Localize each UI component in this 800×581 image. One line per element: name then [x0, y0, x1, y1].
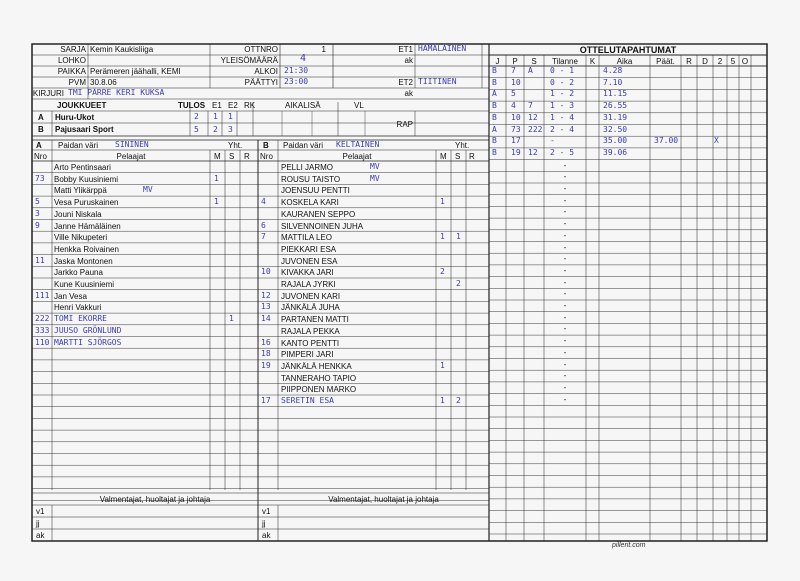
event-empty-dash: - [563, 265, 567, 275]
team-b-player-name: JUVONEN ESA [281, 256, 338, 266]
team-a-official-row: v1 [36, 507, 45, 516]
paikka-value: Perämeren jäähalli, KEMI [90, 67, 181, 76]
team-b-official-row: v1 [262, 507, 271, 516]
team-a-player-nro: 11 [35, 255, 45, 265]
event-team: B [492, 101, 497, 111]
events-col-header: 5 [730, 57, 736, 66]
team-a-player-name: Ville Nikupeteri [54, 233, 108, 243]
lohko-label: LOHKO [57, 56, 86, 65]
event-empty-dash: - [563, 336, 567, 346]
event-empty-dash: - [563, 312, 567, 322]
team-a-player-name: JUUSO GRÖNLUND [54, 325, 122, 335]
joukkueet-label: JOUKKUEET [57, 101, 107, 110]
events-title: OTTELUTAPAHTUMAT [579, 45, 677, 55]
team-b-r-header: R [469, 152, 475, 161]
events-col-header: K [589, 57, 596, 66]
team-a-e1: 1 [213, 112, 218, 121]
watermark: pillerit.com [612, 542, 646, 549]
team-a-tulos: 2 [194, 112, 199, 121]
team-a-s-header: S [229, 152, 235, 161]
et2-ak-label: ak [404, 89, 413, 98]
team-a-player-nro: 333 [35, 325, 50, 335]
team-a-officials-label: Valmentajat, huoltajat ja johtaja [99, 495, 211, 504]
team-a-r-header: R [244, 152, 250, 161]
team-a-player-name: Jaska Montonen [54, 256, 113, 266]
aikalisa-label: AIKALISÄ [285, 101, 321, 110]
event-scorer: 19 [511, 147, 521, 157]
event-empty-dash: - [563, 382, 567, 392]
team-a-player-nro: 9 [35, 220, 40, 230]
team-b-player-nro: 4 [261, 197, 266, 207]
team-b-s-header: S [455, 152, 461, 161]
event-empty-dash: - [563, 195, 567, 205]
team-a-player-tag: MV [143, 185, 153, 195]
event-scorer: 17 [511, 136, 521, 146]
ottnro-value: 1 [321, 45, 326, 54]
team-b-player-s: 1 [456, 232, 461, 242]
team-b-player-name: JÄNKÄLÄ JUHA [281, 303, 340, 313]
event-score: 0 - 2 [550, 77, 575, 87]
event-score: 2 - 4 [550, 124, 575, 134]
et1-label: ET1 [398, 45, 413, 54]
event-empty-dash: - [563, 324, 567, 334]
team-a-player-name: Jouni Niskala [54, 209, 102, 219]
event-time: 35.00 [603, 136, 628, 146]
team-b-player-nro: 14 [261, 314, 271, 324]
event-empty-dash: - [563, 254, 567, 264]
team-b-player-name: ROUSU TAISTO [281, 174, 341, 184]
team-b-player-name: KIVAKKA JARI [281, 268, 334, 278]
team-b-player-nro: 12 [261, 290, 271, 300]
event-score: 1 - 3 [550, 101, 575, 111]
team-a-player-name: TOMI EKORRE [54, 314, 107, 324]
events-col-header: J [495, 57, 500, 66]
event-assist: 12 [528, 147, 538, 157]
rap-label: RAP [396, 120, 413, 129]
event-penalty-end: 37.00 [654, 136, 679, 146]
event-team: B [492, 136, 497, 146]
team-b-nro-header: Nro [260, 152, 273, 161]
team-a-player-name: Henri Vakkuri [54, 303, 102, 313]
event-time: 4.28 [603, 66, 623, 75]
team-b-color-label: Paidan väri [283, 141, 324, 150]
team-b-player-nro: 6 [261, 220, 266, 230]
team-b-official-row: ak [262, 531, 271, 540]
team-b-player-m: 2 [440, 267, 445, 277]
team-b-e2: 3 [228, 125, 233, 134]
event-empty-dash: - [563, 277, 567, 287]
team-b-player-nro: 17 [261, 396, 271, 405]
events-col-header: Tilanne [552, 57, 578, 66]
team-b-m-header: M [440, 152, 447, 161]
event-empty-dash: - [563, 359, 567, 369]
team-b-player-name: RAJALA PEKKA [281, 326, 340, 336]
team-b-player-m: 1 [440, 360, 445, 370]
event-penalty-d: X [714, 136, 719, 146]
team-b-player-name: PIIPPONEN MARKO [281, 385, 357, 395]
et2-value: TIITINEN [418, 77, 457, 86]
team-b-player-name: PIMPERI JARI [281, 350, 334, 360]
sheet-border [32, 44, 767, 541]
sarja-value: Kemin Kaukisliiga [90, 45, 154, 54]
team-b-player-nro: 16 [261, 337, 271, 347]
team-a-yht-label: Yht. [228, 141, 243, 150]
team-b-letter: B [38, 125, 44, 134]
team-b-name: Pajusaari Sport [55, 125, 114, 134]
team-a-player-m: 1 [214, 173, 219, 183]
event-empty-dash: - [563, 207, 567, 217]
team-a-player-name: Bobby Kuusiniemi [54, 174, 119, 184]
team-a-pelaajat-header: Pelaajat [116, 152, 146, 161]
events-col-header: P [512, 57, 518, 66]
events-col-header: Päät. [656, 57, 675, 66]
team-b-player-nro: 13 [261, 302, 271, 312]
team-a-official-row: ak [36, 531, 45, 540]
alkoi-value: 21:30 [284, 66, 309, 75]
team-a-color-label: Paidan väri [58, 141, 99, 150]
event-time: 11.15 [603, 89, 628, 99]
team-a-player-name: Jarkko Pauna [54, 268, 103, 278]
et1-value: HÄMÄLÄINEN [418, 44, 467, 53]
team-a-player-nro: 111 [35, 290, 50, 300]
event-empty-dash: - [563, 301, 567, 310]
event-empty-dash: - [563, 230, 567, 240]
team-b-color: KELTAINEN [336, 140, 380, 149]
event-time: 7.10 [603, 77, 623, 87]
team-a-m-header: M [214, 152, 221, 161]
kirjuri-label: KIRJURI [32, 89, 64, 98]
event-empty-dash: - [563, 219, 567, 229]
team-b-color-letter: B [263, 141, 269, 150]
team-b-player-name: KANTO PENTTI [281, 338, 340, 348]
team-b-officials-label: Valmentajat, huoltajat ja johtaja [328, 495, 439, 504]
team-a-player-name: Matti Ylikärppä [54, 186, 107, 196]
event-empty-dash: - [563, 160, 567, 170]
team-b-player-name: JUVONEN KARI [281, 291, 341, 301]
event-empty-dash: - [563, 371, 567, 381]
team-a-player-name: Henkka Roivainen [54, 244, 119, 254]
events-col-header: O [741, 57, 749, 66]
team-a-player-nro: 5 [35, 197, 40, 207]
team-b-player-tag: MV [370, 173, 380, 183]
paattyi-label: PÄÄTTYI [244, 78, 278, 87]
ottnro-label: OTTNRO [244, 45, 278, 54]
team-a-player-nro: 110 [35, 337, 50, 347]
team-b-player-name: PIEKKARI ESA [281, 244, 337, 254]
team-b-player-name: KAURANEN SEPPO [281, 209, 356, 219]
event-score: - [550, 136, 555, 146]
event-empty-dash: - [563, 347, 567, 357]
event-scorer: 10 [511, 77, 521, 87]
team-a-player-m: 1 [214, 197, 219, 207]
team-a-player-name: Janne Hämäläinen [54, 221, 121, 231]
team-b-official-row: jj [262, 519, 266, 528]
team-b-player-name: RAJALA JYRKI [281, 280, 336, 289]
team-a-player-name: Jan Vesa [54, 291, 87, 301]
events-col-header: D [702, 57, 708, 66]
vl-label: VL [354, 101, 364, 110]
event-scorer: 7 [511, 66, 516, 75]
event-score: 1 - 4 [550, 112, 575, 122]
event-assist: A [528, 66, 533, 75]
event-scorer: 10 [511, 112, 521, 122]
team-b-player-nro: 7 [261, 232, 266, 242]
team-b-yht-label: Yht. [455, 141, 470, 150]
et1-ak-label: ak [404, 56, 413, 65]
team-a-player-name: Vesa Puruskainen [54, 198, 119, 208]
events-col-header: S [531, 57, 537, 66]
team-a-color: SININEN [115, 140, 149, 149]
events-col-header: 2 [717, 57, 723, 66]
e2-label: E2 [228, 101, 238, 110]
paikka-label: PAIKKA [57, 67, 86, 76]
event-empty-dash: - [563, 289, 567, 299]
team-a-player-name: Kune Kuusiniemi [54, 280, 115, 289]
team-b-player-name: PELLI JARMO [281, 163, 334, 172]
sarja-label: SARJA [60, 45, 86, 54]
event-empty-dash: - [563, 184, 567, 193]
team-a-nro-header: Nro [34, 152, 47, 161]
team-a-player-s: 1 [229, 314, 234, 324]
event-scorer: 4 [511, 101, 516, 111]
team-b-player-nro: 19 [261, 360, 271, 370]
event-team: B [492, 66, 497, 75]
team-b-player-name: JÄNKÄLÄ HENKKA [281, 361, 352, 371]
event-time: 32.50 [603, 124, 628, 134]
event-assist: 222 [528, 124, 543, 134]
et2-label: ET2 [398, 78, 413, 87]
team-a-e2: 1 [228, 112, 233, 121]
alkoi-label: ALKOI [254, 67, 278, 76]
team-b-pelaajat-header: Pelaajat [342, 152, 372, 161]
yleisomaara-label: YLEISÖMÄÄRÄ [220, 56, 278, 65]
pvm-label: PVM [68, 78, 86, 87]
team-b-player-name: JOENSUU PENTTI [281, 186, 350, 196]
team-b-player-s: 2 [456, 279, 461, 288]
team-a-player-nro: 73 [35, 173, 45, 183]
team-a-official-row: jj [36, 519, 40, 528]
team-b-tulos: 5 [194, 125, 199, 134]
team-a-name: Huru-Ukot [55, 113, 95, 122]
team-a-player-name: Arto Pentinsaari [54, 163, 111, 172]
team-a-color-letter: A [36, 141, 42, 150]
team-a-letter: A [38, 113, 44, 122]
tulos-label: TULOS [178, 101, 206, 110]
team-b-player-name: MATTILA LEO [281, 233, 332, 243]
event-team: B [492, 147, 497, 157]
event-score: 1 - 2 [550, 89, 575, 99]
pvm-value: 30.8.06 [90, 78, 117, 87]
team-b-player-s: 2 [456, 396, 461, 405]
team-b-e1: 2 [213, 125, 218, 134]
event-time: 26.55 [603, 101, 628, 111]
event-empty-dash: - [563, 172, 567, 182]
paattyi-value: 23:00 [284, 77, 309, 86]
event-assist: 7 [528, 101, 533, 111]
e1-label: E1 [212, 101, 222, 110]
team-a-player-name: MARTTI SJÖRGOS [54, 337, 122, 347]
events-col-header: R [686, 57, 692, 66]
event-team: A [492, 89, 497, 99]
rk-label: RK [244, 101, 256, 110]
events-col-header: Aika [616, 57, 633, 66]
event-score: 0 - 1 [550, 66, 575, 75]
kirjuri-value: TMI PÄRRE KERI KUKSA [68, 88, 165, 97]
team-b-player-name: SILVENNOINEN JUHA [281, 221, 364, 231]
event-scorer: 5 [511, 89, 516, 99]
team-b-player-nro: 18 [261, 349, 271, 359]
yleisomaara-value: 4 [300, 53, 307, 64]
event-team: B [492, 112, 497, 122]
team-a-player-nro: 3 [35, 208, 40, 218]
team-b-player-m: 1 [440, 232, 445, 242]
team-b-player-name: TANNERAHO TAPIO [281, 373, 357, 383]
event-team: A [492, 124, 497, 134]
team-a-player-nro: 222 [35, 314, 50, 324]
event-time: 31.19 [603, 112, 628, 122]
event-team: B [492, 77, 497, 87]
event-score: 2 - 5 [550, 147, 575, 157]
team-b-player-tag: MV [370, 162, 380, 171]
team-b-player-m: 1 [440, 197, 445, 207]
team-b-player-name: KOSKELA KARI [281, 198, 339, 208]
team-b-player-name: SERETIN ESA [281, 396, 334, 405]
event-empty-dash: - [563, 242, 567, 252]
event-empty-dash: - [563, 394, 567, 404]
event-time: 39.06 [603, 147, 628, 157]
team-b-player-nro: 10 [261, 267, 271, 277]
team-b-player-name: PARTANEN MATTI [281, 315, 349, 325]
event-assist: 12 [528, 112, 538, 122]
event-scorer: 73 [511, 124, 521, 134]
team-b-player-m: 1 [440, 396, 445, 405]
